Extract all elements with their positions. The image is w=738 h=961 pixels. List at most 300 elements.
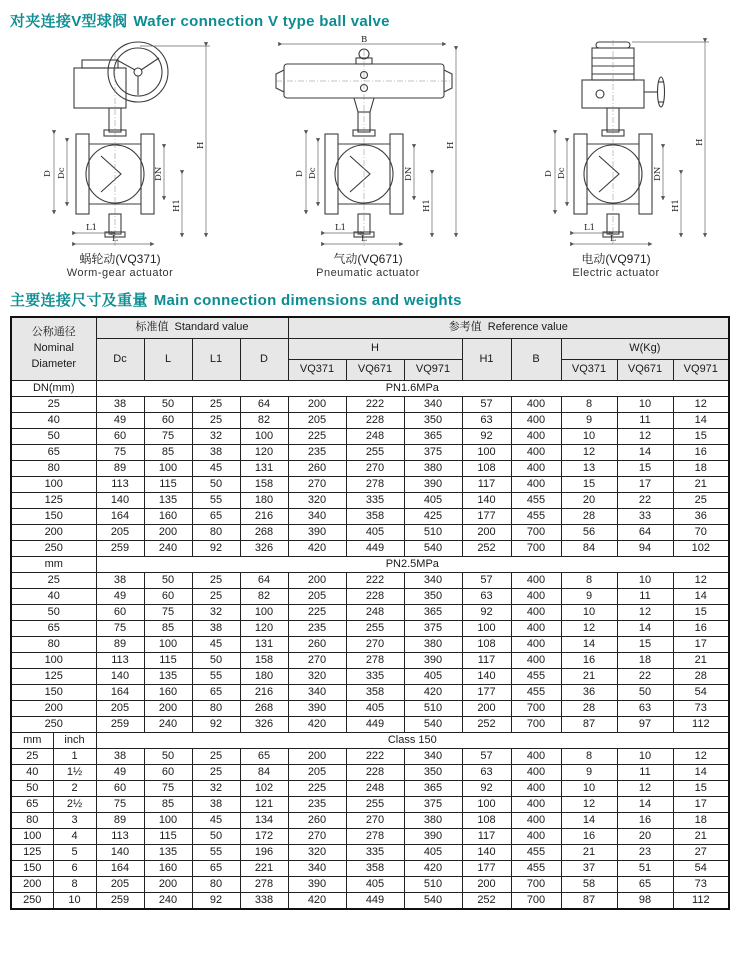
table-cell: 6 [53, 861, 96, 877]
figure-caption [14, 252, 226, 281]
table-cell: 335 [346, 845, 404, 861]
section-title [10, 283, 728, 315]
table-cell: 5 [53, 845, 96, 861]
table-cell: 113 [96, 653, 144, 669]
table-cell: 228 [346, 589, 404, 605]
nominal-zh: 公称通径 [31, 326, 76, 339]
table-cell: 268 [240, 701, 288, 717]
col-header-h-vq671: VQ671 [346, 360, 404, 381]
table-cell: 50 [144, 573, 192, 589]
table-cell: 50 [11, 781, 53, 797]
table-cell: 87 [561, 717, 617, 733]
table-cell: 3 [53, 813, 96, 829]
col-group-reference-value: 参考值 Reference value [288, 317, 729, 339]
table-cell: 125 [11, 493, 96, 509]
table-cell: 64 [240, 397, 288, 413]
table-cell: 200 [144, 525, 192, 541]
table-row [11, 717, 729, 733]
table-cell: 100 [11, 829, 53, 845]
table-cell: 100 [462, 621, 511, 637]
table-cell: 38 [192, 445, 240, 461]
table-cell: 12 [561, 797, 617, 813]
table-cell: 131 [240, 637, 288, 653]
table-cell: 12 [617, 429, 673, 445]
table-cell: 205 [288, 589, 346, 605]
table-cell: 259 [96, 893, 144, 910]
table-cell: 540 [404, 541, 462, 557]
table-cell: 278 [346, 829, 404, 845]
table-cell: 89 [96, 813, 144, 829]
table-cell: 92 [192, 541, 240, 557]
table-cell: 18 [673, 813, 729, 829]
table-cell: 10 [617, 397, 673, 413]
table-cell: 50 [144, 397, 192, 413]
table-cell: 1½ [53, 765, 96, 781]
table-cell: 400 [511, 461, 561, 477]
col-header-h-vq371: VQ371 [288, 360, 346, 381]
table-cell: 117 [462, 653, 511, 669]
table-cell: 405 [346, 701, 404, 717]
table-cell: 15 [673, 605, 729, 621]
table-cell: 225 [288, 605, 346, 621]
table-cell: 38 [96, 749, 144, 765]
table-cell: 25 [192, 397, 240, 413]
table-cell: 200 [288, 749, 346, 765]
table-row [11, 685, 729, 701]
table-cell: 50 [11, 605, 96, 621]
table-cell: 455 [511, 669, 561, 685]
section-unit-row [11, 557, 729, 573]
table-cell: 11 [617, 413, 673, 429]
table-cell: 340 [404, 749, 462, 765]
table-cell: 400 [511, 829, 561, 845]
table-cell: 38 [96, 573, 144, 589]
table-cell: 375 [404, 797, 462, 813]
table-cell: 16 [673, 621, 729, 637]
table-cell: 420 [288, 541, 346, 557]
table-cell: 270 [346, 813, 404, 829]
table-cell: 400 [511, 653, 561, 669]
table-row [11, 637, 729, 653]
table-row [11, 509, 729, 525]
table-cell: 140 [96, 493, 144, 509]
page-title-zh: 对夹连接V型球阀 [10, 13, 128, 30]
table-row [11, 413, 729, 429]
col-header-b: B [511, 339, 561, 381]
table-cell: 405 [404, 669, 462, 685]
nominal-en2: Diameter [31, 357, 77, 370]
section-title-zh: 主要连接尺寸及重量 [10, 292, 148, 309]
dim-label-l: L [610, 234, 616, 245]
table-cell: 390 [404, 477, 462, 493]
table-cell: 115 [144, 477, 192, 493]
table-cell: 25 [673, 493, 729, 509]
dim-label-h: H [196, 141, 206, 150]
table-cell: 200 [462, 877, 511, 893]
col-header-l1: L1 [192, 339, 240, 381]
table-cell: 380 [404, 813, 462, 829]
table-cell: 15 [561, 477, 617, 493]
table-cell: 100 [240, 605, 288, 621]
table-cell: 510 [404, 701, 462, 717]
table-cell: 449 [346, 541, 404, 557]
table-cell: 80 [11, 813, 53, 829]
table-row [11, 589, 729, 605]
table-cell: 84 [561, 541, 617, 557]
table-cell: 115 [144, 653, 192, 669]
table-cell: 390 [288, 525, 346, 541]
table-cell: 240 [144, 893, 192, 910]
table-cell: 115 [144, 829, 192, 845]
table-row [11, 669, 729, 685]
table-cell: 16 [561, 829, 617, 845]
table-cell: 252 [462, 893, 511, 910]
table-cell: 25 [11, 749, 53, 765]
table-row [11, 477, 729, 493]
table-cell: 80 [192, 877, 240, 893]
table-cell: 73 [673, 701, 729, 717]
table-cell: 85 [144, 797, 192, 813]
dim-label-h1: H1 [671, 199, 681, 213]
table-cell: 57 [462, 397, 511, 413]
table-cell: 150 [11, 685, 96, 701]
table-cell: 75 [144, 781, 192, 797]
dim-label-h: H [446, 141, 456, 150]
table-row [11, 749, 729, 765]
table-row [11, 525, 729, 541]
table-cell: 92 [462, 605, 511, 621]
col-header-h1: H1 [462, 339, 511, 381]
table-cell: 64 [617, 525, 673, 541]
table-cell: 390 [288, 877, 346, 893]
table-cell: 100 [462, 797, 511, 813]
table-cell: 405 [346, 525, 404, 541]
table-cell: 28 [561, 701, 617, 717]
table-cell: 84 [240, 765, 288, 781]
table-cell: 200 [11, 877, 53, 893]
table-header [11, 317, 729, 381]
table-cell: 140 [462, 493, 511, 509]
table-cell: 28 [673, 669, 729, 685]
table-cell: 260 [288, 461, 346, 477]
table-cell: 150 [11, 861, 53, 877]
table-cell: 278 [346, 477, 404, 493]
table-row [11, 829, 729, 845]
table-row [11, 397, 729, 413]
figure-electric [510, 34, 722, 281]
table-cell: 12 [561, 445, 617, 461]
dim-label-dn: DN [404, 166, 414, 182]
table-cell: 25 [192, 573, 240, 589]
table-cell: 700 [511, 893, 561, 910]
col-group-h: H [288, 339, 462, 360]
table-cell: 177 [462, 685, 511, 701]
table-cell: 455 [511, 845, 561, 861]
table-cell: 400 [511, 781, 561, 797]
table-cell: 63 [617, 701, 673, 717]
table-row [11, 445, 729, 461]
table-cell: 8 [561, 573, 617, 589]
table-cell: 4 [53, 829, 96, 845]
table-cell: 205 [288, 765, 346, 781]
table-cell: 14 [561, 813, 617, 829]
table-row [11, 621, 729, 637]
table-cell: 9 [561, 413, 617, 429]
table-cell: 15 [617, 461, 673, 477]
table-cell: 63 [462, 589, 511, 605]
figure-pneumatic [262, 34, 474, 281]
table-cell: 65 [192, 861, 240, 877]
series-label: PN2.5MPa [96, 557, 729, 573]
table-cell: 87 [561, 893, 617, 910]
table-cell: 14 [673, 765, 729, 781]
table-cell: 21 [673, 477, 729, 493]
table-cell: 200 [462, 701, 511, 717]
table-cell: 177 [462, 861, 511, 877]
table-cell: 65 [192, 685, 240, 701]
table-cell: 50 [144, 749, 192, 765]
dim-label-h1: H1 [422, 199, 432, 213]
table-cell: 400 [511, 797, 561, 813]
table-cell: 10 [561, 605, 617, 621]
table-cell: 54 [673, 685, 729, 701]
section-unit-row [11, 733, 729, 749]
table-cell: 21 [673, 653, 729, 669]
table-cell: 80 [11, 461, 96, 477]
table-cell: 358 [346, 509, 404, 525]
dim-label-dc: Dc [308, 167, 318, 180]
table-cell: 205 [96, 701, 144, 717]
table-cell: 21 [673, 829, 729, 845]
table-cell: 455 [511, 685, 561, 701]
table-cell: 400 [511, 445, 561, 461]
table-cell: 160 [144, 861, 192, 877]
table-cell: 164 [96, 861, 144, 877]
table-cell: 100 [240, 429, 288, 445]
table-cell: 57 [462, 573, 511, 589]
figure-caption [262, 252, 474, 281]
table-cell: 455 [511, 509, 561, 525]
table-cell: 235 [288, 445, 346, 461]
col-header-w-vq671: VQ671 [617, 360, 673, 381]
table-cell: 335 [346, 493, 404, 509]
dim-label-d: D [544, 170, 554, 178]
table-cell: 92 [192, 717, 240, 733]
table-row [11, 429, 729, 445]
table-cell: 400 [511, 413, 561, 429]
table-cell: 25 [11, 397, 96, 413]
table-cell: 80 [11, 637, 96, 653]
table-cell: 14 [673, 413, 729, 429]
table-cell: 700 [511, 877, 561, 893]
table-cell: 340 [288, 685, 346, 701]
table-cell: 17 [673, 637, 729, 653]
table-cell: 135 [144, 669, 192, 685]
caption-zh: 电动(VQ971) [581, 252, 651, 267]
table-cell: 18 [617, 653, 673, 669]
table-cell: 335 [346, 669, 404, 685]
table-cell: 400 [511, 397, 561, 413]
table-cell: 32 [192, 605, 240, 621]
dim-label-h1: H1 [172, 199, 182, 213]
table-cell: 350 [404, 765, 462, 781]
table-cell: 12 [617, 605, 673, 621]
table-cell: 50 [192, 477, 240, 493]
table-cell: 89 [96, 637, 144, 653]
col-group-standard-value: 标准值 Standard value [96, 317, 288, 339]
col-group-w: W(Kg) [561, 339, 729, 360]
dim-label-h: H [695, 138, 705, 147]
table-cell: 158 [240, 653, 288, 669]
series-label: PN1.6MPa [96, 381, 729, 397]
table-cell: 205 [96, 877, 144, 893]
table-cell: 365 [404, 429, 462, 445]
table-cell: 125 [11, 669, 96, 685]
table-cell: 248 [346, 429, 404, 445]
table-cell: 22 [617, 669, 673, 685]
table-cell: 12 [673, 573, 729, 589]
table-cell: 15 [673, 429, 729, 445]
dim-label-l: L [112, 234, 118, 245]
table-cell: 449 [346, 717, 404, 733]
table-cell: 113 [96, 477, 144, 493]
table-cell: 65 [617, 877, 673, 893]
table-cell: 270 [288, 477, 346, 493]
table-row [11, 845, 729, 861]
table-cell: 63 [462, 413, 511, 429]
table-cell: 8 [53, 877, 96, 893]
table-cell: 92 [192, 893, 240, 910]
table-cell: 75 [144, 429, 192, 445]
table-cell: 248 [346, 605, 404, 621]
table-cell: 55 [192, 493, 240, 509]
section-title-en: Main connection dimensions and weights [153, 292, 462, 309]
table-cell: 18 [673, 461, 729, 477]
table-cell: 38 [192, 797, 240, 813]
unit-label: inch [53, 733, 96, 749]
table-cell: 94 [617, 541, 673, 557]
table-cell: 540 [404, 717, 462, 733]
table-cell: 108 [462, 813, 511, 829]
table-cell: 252 [462, 717, 511, 733]
table-cell: 700 [511, 701, 561, 717]
table-cell: 65 [240, 749, 288, 765]
table-cell: 200 [144, 877, 192, 893]
table-cell: 700 [511, 717, 561, 733]
table-cell: 270 [288, 829, 346, 845]
table-cell: 97 [617, 717, 673, 733]
table-cell: 455 [511, 493, 561, 509]
table-cell: 50 [11, 429, 96, 445]
table-cell: 112 [673, 893, 729, 910]
table-cell: 158 [240, 477, 288, 493]
table-cell: 2½ [53, 797, 96, 813]
caption-zh: 气动(VQ671) [333, 252, 403, 267]
table-cell: 405 [346, 877, 404, 893]
table-cell: 400 [511, 477, 561, 493]
caption-en: Worm-gear actuator [66, 267, 174, 280]
table-cell: 455 [511, 861, 561, 877]
table-cell: 112 [673, 717, 729, 733]
table-cell: 400 [511, 573, 561, 589]
table-cell: 12 [561, 621, 617, 637]
table-row [11, 573, 729, 589]
table-cell: 225 [288, 429, 346, 445]
table-cell: 216 [240, 685, 288, 701]
figure-caption [510, 252, 722, 281]
table-cell: 20 [617, 829, 673, 845]
dim-label-l: L [361, 234, 367, 245]
table-cell: 9 [561, 765, 617, 781]
table-cell: 400 [511, 605, 561, 621]
figures-row [10, 33, 728, 283]
table-cell: 120 [240, 445, 288, 461]
table-cell: 358 [346, 685, 404, 701]
table-cell: 60 [96, 781, 144, 797]
table-cell: 240 [144, 717, 192, 733]
table-cell: 38 [96, 397, 144, 413]
table-cell: 20 [561, 493, 617, 509]
electric-valve-drawing [510, 34, 722, 252]
table-cell: 113 [96, 829, 144, 845]
dim-label-b: B [361, 35, 368, 46]
table-cell: 36 [673, 509, 729, 525]
table-cell: 15 [617, 637, 673, 653]
table-cell: 400 [511, 813, 561, 829]
table-cell: 25 [192, 765, 240, 781]
table-cell: 45 [192, 813, 240, 829]
table-cell: 102 [240, 781, 288, 797]
table-cell: 65 [11, 621, 96, 637]
dim-label-d: D [43, 170, 53, 178]
table-cell: 56 [561, 525, 617, 541]
table-cell: 121 [240, 797, 288, 813]
table-row [11, 877, 729, 893]
table-cell: 268 [240, 525, 288, 541]
table-cell: 58 [561, 877, 617, 893]
table-cell: 200 [11, 701, 96, 717]
table-cell: 10 [53, 893, 96, 910]
table-cell: 17 [673, 797, 729, 813]
table-cell: 340 [288, 861, 346, 877]
table-cell: 17 [617, 477, 673, 493]
col-header-w-vq371: VQ371 [561, 360, 617, 381]
table-cell: 259 [96, 717, 144, 733]
table-cell: 134 [240, 813, 288, 829]
table-cell: 33 [617, 509, 673, 525]
table-cell: 10 [617, 573, 673, 589]
table-cell: 40 [11, 589, 96, 605]
table-cell: 21 [561, 669, 617, 685]
table-cell: 338 [240, 893, 288, 910]
table-cell: 82 [240, 413, 288, 429]
table-cell: 85 [144, 621, 192, 637]
table-cell: 172 [240, 829, 288, 845]
table-cell: 420 [404, 861, 462, 877]
table-cell: 510 [404, 877, 462, 893]
table-cell: 320 [288, 493, 346, 509]
col-header-h-vq971: VQ971 [404, 360, 462, 381]
table-row [11, 701, 729, 717]
table-row [11, 493, 729, 509]
table-cell: 54 [673, 861, 729, 877]
table-cell: 140 [462, 845, 511, 861]
table-cell: 60 [144, 765, 192, 781]
table-cell: 117 [462, 477, 511, 493]
table-cell: 38 [192, 621, 240, 637]
table-cell: 49 [96, 589, 144, 605]
unit-label: DN(mm) [11, 381, 96, 397]
